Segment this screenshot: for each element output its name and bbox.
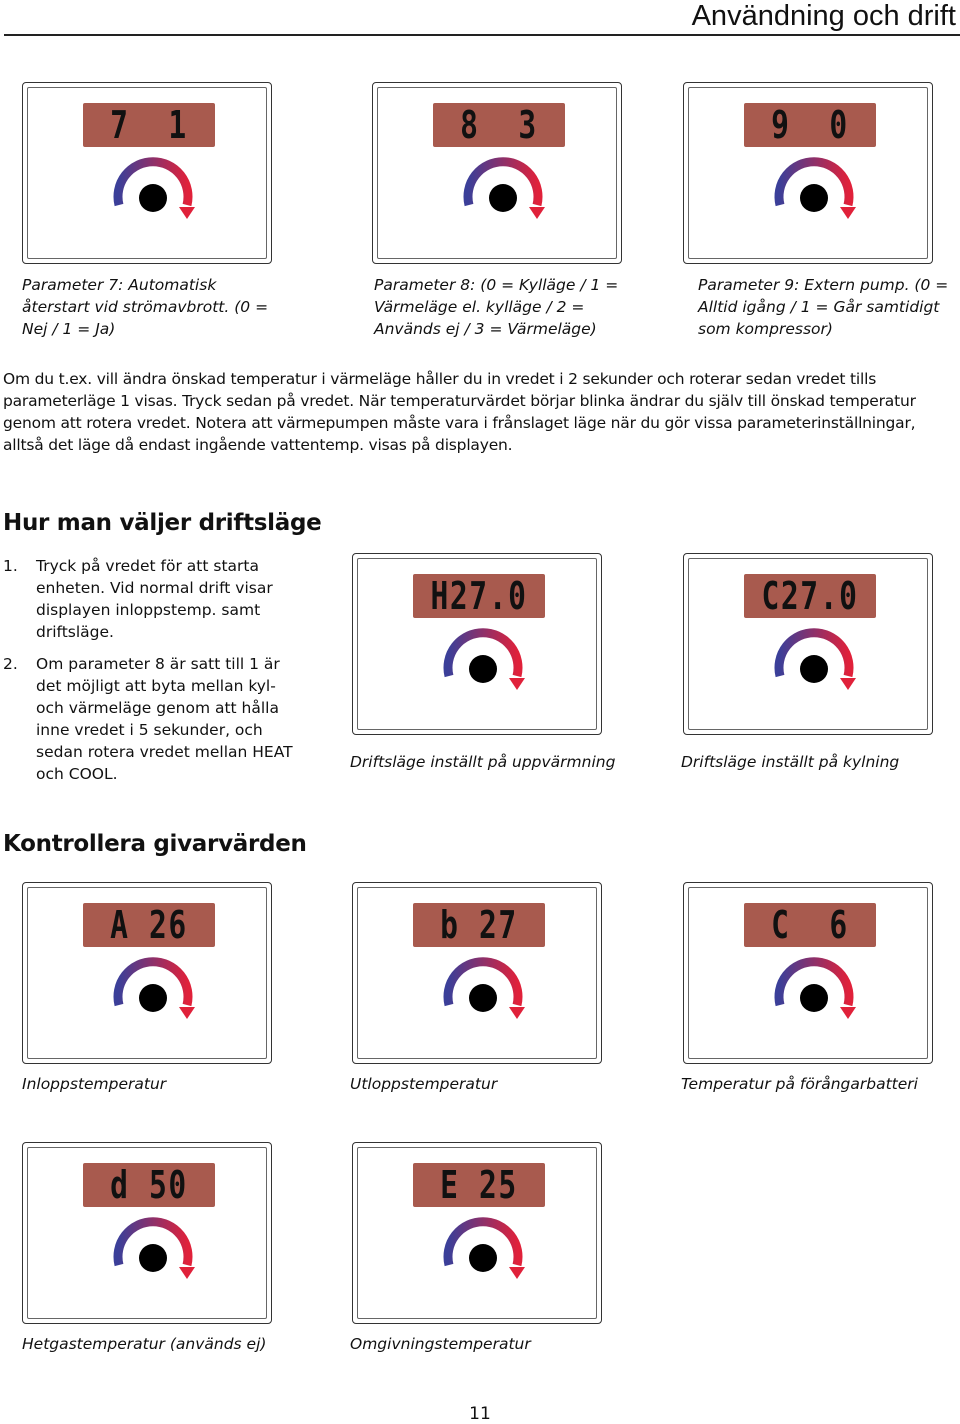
rotary-knob-icon — [103, 1215, 203, 1285]
rotary-knob-icon — [453, 155, 553, 225]
lcd-readout: H27.0 — [430, 574, 528, 618]
header-divider — [4, 34, 960, 36]
controller-panel — [22, 882, 272, 1064]
lcd-display — [413, 903, 545, 947]
lcd-display — [83, 903, 215, 947]
panel-caption: Parameter 7: Automatisk återstart vid strömavbrott. (0 = Nej / 1 = Ja) — [22, 276, 269, 338]
panel-caption: Driftsläge inställt på uppvärmning — [350, 753, 616, 771]
lcd-display — [744, 903, 876, 947]
controller-panel — [683, 82, 933, 264]
section-heading-sensors: Kontrollera givarvärden — [3, 831, 307, 857]
lcd-display — [83, 103, 215, 147]
rotary-knob-icon — [103, 955, 203, 1025]
lcd-readout: E 25 — [440, 1163, 518, 1207]
panel-caption: Hetgastemperatur (används ej) — [22, 1335, 267, 1353]
intro-paragraph: Om du t.ex. vill ändra önskad temperatur i värmeläge håller du in vredet i 2 sekunder och roterar sedan vredet tills parameterläge 1 visas. Tryck sedan på vredet. När temperaturvärdet börjar blinka ändrar du själv till önskad temperatur genom att rotera vredet. Notera att värmepumpen måste vara i frånslaget läge när du gör vissa parameterinställningar, alltså det läge då endast ingående vattentemp. visas på displayen. — [3, 370, 916, 454]
lcd-readout: C27.0 — [761, 574, 859, 618]
page-header-title: Användning och drift — [691, 0, 956, 32]
step-number: 2. — [3, 655, 18, 673]
list-item — [3, 653, 293, 785]
lcd-readout: A 26 — [110, 903, 188, 947]
controller-panel — [372, 82, 622, 264]
panel-caption: Parameter 9: Extern pump. (0 = Alltid igång / 1 = Går samtidigt som kompressor) — [698, 276, 949, 338]
lcd-readout: C 6 — [771, 903, 849, 947]
controller-panel — [352, 882, 602, 1064]
rotary-knob-icon — [433, 626, 533, 696]
step-text: Tryck på vredet för att starta enheten. Vid normal drift visar displayen inloppstemp. samt driftsläge. — [36, 557, 273, 641]
controller-panel — [352, 1142, 602, 1324]
rotary-knob-icon — [764, 955, 864, 1025]
step-text: Om parameter 8 är satt till 1 är det möjligt att byta mellan kyl- och värmeläge genom att hålla inne vredet i 5 sekunder, och sedan rotera vredet mellan HEAT och COOL. — [36, 655, 293, 783]
panel-caption: Inloppstemperatur — [22, 1075, 167, 1093]
page-number: 11 — [469, 1404, 491, 1424]
lcd-readout: b 27 — [440, 903, 518, 947]
section-heading-mode: Hur man väljer driftsläge — [3, 510, 322, 536]
list-item — [3, 555, 293, 643]
rotary-knob-icon — [764, 626, 864, 696]
lcd-readout: 9 0 — [771, 103, 849, 147]
lcd-readout: d 50 — [110, 1163, 188, 1207]
lcd-display — [413, 1163, 545, 1207]
mode-steps-list — [3, 555, 293, 795]
lcd-display — [744, 574, 876, 618]
lcd-display — [744, 103, 876, 147]
lcd-readout: 8 3 — [460, 103, 538, 147]
controller-panel — [683, 882, 933, 1064]
rotary-knob-icon — [103, 155, 203, 225]
panel-caption: Omgivningstemperatur — [350, 1335, 531, 1353]
rotary-knob-icon — [433, 1215, 533, 1285]
step-number: 1. — [3, 557, 18, 575]
controller-panel — [683, 553, 933, 735]
panel-caption: Temperatur på förångarbatteri — [681, 1075, 918, 1093]
controller-panel — [22, 82, 272, 264]
panel-caption: Parameter 8: (0 = Kylläge / 1 = Värmeläge el. kylläge / 2 = Används ej / 3 = Värmeläge) — [374, 276, 619, 338]
rotary-knob-icon — [764, 155, 864, 225]
lcd-readout: 7 1 — [110, 103, 188, 147]
lcd-display — [433, 103, 565, 147]
controller-panel — [22, 1142, 272, 1324]
lcd-display — [413, 574, 545, 618]
lcd-display — [83, 1163, 215, 1207]
panel-caption: Driftsläge inställt på kylning — [681, 753, 900, 771]
controller-panel — [352, 553, 602, 735]
rotary-knob-icon — [433, 955, 533, 1025]
panel-caption: Utloppstemperatur — [350, 1075, 498, 1093]
